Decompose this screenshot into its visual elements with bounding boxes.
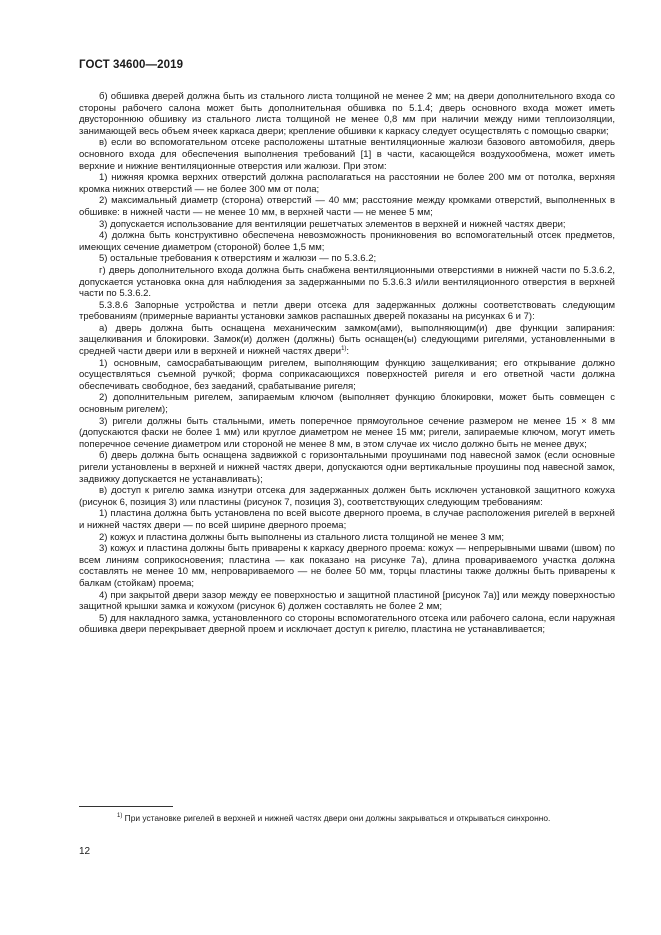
list-item: 4) при закрытой двери зазор между ее поверхностью и защитной пластиной [рисунок 7а)] или между поверхностью защитной крышки замка и кожухом (рисунок 6) должен составлять не более 2 мм;	[79, 589, 615, 613]
footnote-text: При установке ригелей в верхней и нижней частях двери они должны закрываться и открываться синхронно.	[122, 813, 551, 823]
paragraph: в) доступ к ригелю замка изнутри отсека для задержанных должен быть исключен установкой защитного кожуха (рисунок 6, позиция 3) или пластины (рисунок 7, позиция 3), соответствующих следующим требованиям:	[79, 485, 615, 508]
footnote-separator	[79, 806, 173, 807]
paragraph-text: а) дверь должна быть оснащена механическим замком(ами), выполняющим(и) две функции запирания: защелкивания и блокировки. Замок(и) должен (должны) быть оснащен(ы) следующими ригелями, установленными в средней части двери или в верхней и нижней частях двери	[79, 322, 615, 358]
page-number: 12	[79, 846, 91, 857]
list-item: 3) ригели должны быть стальными, иметь поперечное прямоугольное сечение размером не менее 15 × 8 мм (допускаются фаски не более 1 мм) или круглое диаметром не менее 15 мм; ригели, запираемые ключом, могут иметь поперечное сечение диаметром или стороной не менее 8 мм, в этом случае их число должно быть не менее двух;	[79, 415, 615, 450]
list-item: 4) должна быть конструктивно обеспечена невозможность проникновения во вспомогательный отсек предметов, имеющих сечение диаметром (стороной) более 1,5 мм;	[79, 230, 615, 253]
paragraph: б) дверь должна быть оснащена задвижкой с горизонтальными проушинами под навесной замок (если основные ригели установлены в верхней и нижней частях двери, допускаются одни вертикальные проушины под навесной замок, задвижку допускается не устанавливать);	[79, 450, 615, 485]
list-item: 5) остальные требования к отверстиям и жалюзи — по 5.3.6.2;	[99, 253, 377, 265]
list-item: 1) нижняя кромка верхних отверстий должна располагаться на расстоянии не более 200 мм от потолка, верхняя кромка нижних отверстий — не более 300 мм от пола;	[79, 172, 615, 195]
paragraph-suffix: :	[346, 346, 350, 358]
standard-header: ГОСТ 34600—2019	[79, 59, 184, 71]
footnote	[79, 813, 615, 823]
list-item: 2) дополнительным ригелем, запираемым ключом (выполняет функцию блокировки, может быть совмещен с основным ригелем);	[79, 392, 615, 416]
list-item: 5) для накладного замка, установленного со стороны вспомогательного отсека или рабочего салона, если наружная обшивка двери перекрывает дверной проем и исключает доступ к ригелю, пластина не устанавливается;	[79, 612, 615, 636]
clause-5-3-8-6: 5.3.8.6 Запорные устройства и петли двери отсека для задержанных должны соответствовать следующим требованиям (примерные варианты установки замков распашных дверей показаны на рисунках 6 и 7):	[79, 299, 615, 323]
paragraph: в) если во вспомогательном отсеке расположены штатные вентиляционные жалюзи базового автомобиля, дверь основного входа для обеспечения выполнения требований [1] в части, касающейся воздухообмена, может иметь верхние и нижние вентиляционные отверстия или жалюзи. При этом:	[79, 137, 615, 172]
list-item: 1) пластина должна быть установлена по всей высоте дверного проема, в случае расположения ригелей в верхней и нижней частях двери — по всей ширине дверного проема;	[79, 508, 615, 531]
footnote-marker: 1)	[117, 813, 123, 820]
paragraph: б) обшивка дверей должна быть из стального листа толщиной не менее 2 мм; на двери дополнительного входа со стороны рабочего салона может быть дополнительная обшивка по 5.1.4; дверь основного входа может иметь двустороннюю обшивку из стального листа толщиной не менее 0,8 мм при наличии между ними теплоизоляции, занимающей весь объем ячеек каркаса двери; крепление обшивки к каркасу следует осуществлять с помощью сварки;	[79, 91, 615, 137]
paragraph: г) дверь дополнительного входа должна быть снабжена вентиляционными отверстиями в нижней части по 5.3.6.2, допускается установка окна для наблюдения за задержанными по 5.3.6.3 и/или вентиляционного отверстия в верхней части по 5.3.6.2.	[79, 264, 615, 300]
document-body	[79, 91, 615, 636]
footnote-reference: 1)	[341, 345, 347, 352]
list-item: 2) кожух и пластина должны быть выполнены из стального листа толщиной не менее 3 мм;	[99, 531, 505, 543]
paragraph-with-footnote	[79, 323, 615, 358]
list-item: 3) допускается использование для вентиляции решетчатых элементов в верхней и нижней частях двери;	[99, 218, 566, 230]
list-item: 1) основным, самосрабатывающим ригелем, выполняющим функцию защелкивания; его открывание должно осуществляться съемной ручкой; форма соприкасающихся поверхностей ригеля и его ответной части должна обеспечивать свободное, без заеданий, срабатывание ригеля;	[79, 357, 615, 392]
list-item: 2) максимальный диаметр (сторона) отверстий — 40 мм; расстояние между кромками отверстий, выполненных в обшивке: в нижней части — не менее 10 мм, в верхней части — не менее 5 мм;	[79, 195, 615, 218]
list-item: 3) кожух и пластина должны быть приварены к каркасу дверного проема: кожух — непрерывными швами (швом) по всем линиям соприкосновения; пластина — как показано на рисунке 7а), длина провариваемого участка должна составлять не менее 10 мм, непровариваемого — не более 50 мм, торцы пластины также должны быть приварены к балкам (стойкам) проема;	[79, 543, 615, 589]
